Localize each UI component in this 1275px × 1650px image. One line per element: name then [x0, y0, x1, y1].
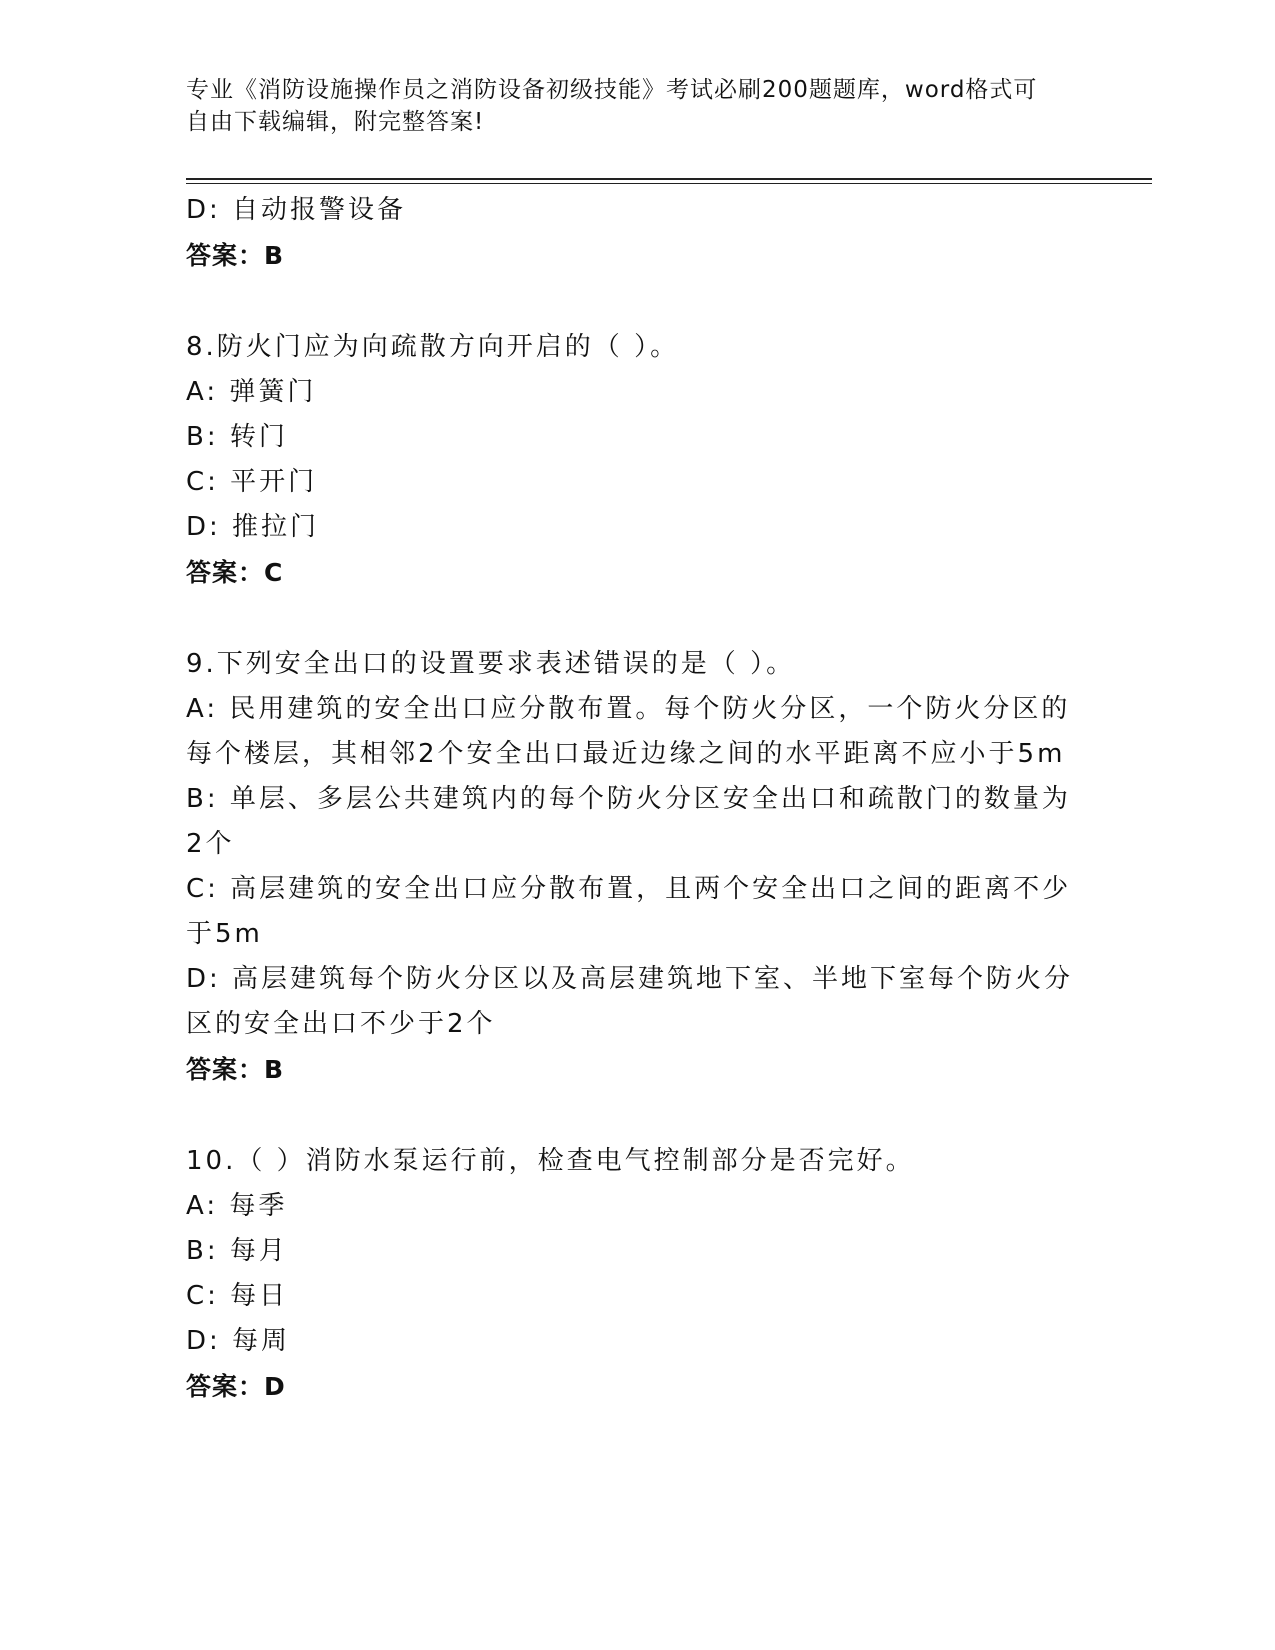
previous-question-tail [186, 188, 1086, 278]
option-b: B: 转门 [186, 422, 288, 452]
option-c: C: 平开门 [186, 467, 318, 497]
answer-text: 答案：B [186, 241, 285, 270]
option-d: D: 推拉门 [186, 512, 320, 542]
header-divider [186, 178, 1152, 184]
question-list [186, 188, 1086, 1409]
question-text: 10.（ ）消防水泵运行前，检查电气控制部分是否完好。 [186, 1146, 915, 1176]
option-b-line-1: B: 单层、多层公共建筑内的每个防火分区安全出口和疏散门的数量为 [186, 784, 1071, 814]
option-d: D: 自动报警设备 [186, 195, 407, 225]
question-text: 9.下列安全出口的设置要求表述错误的是（ ）。 [186, 649, 796, 679]
option-d-line-1: D: 高层建筑每个防火分区以及高层建筑地下室、半地下室每个防火分 [186, 964, 1074, 994]
option-a: A: 每季 [186, 1191, 288, 1221]
option-c: C: 每日 [186, 1281, 289, 1311]
answer-text: 答案：B [186, 1055, 285, 1084]
question-text: 8.防火门应为向疏散方向开启的（ ）。 [186, 332, 680, 362]
option-d: D: 每周 [186, 1326, 291, 1356]
option-b: B: 每月 [186, 1236, 288, 1266]
option-c-line-1: C: 高层建筑的安全出口应分散布置，且两个安全出口之间的距离不少 [186, 874, 1072, 904]
page-header [186, 74, 1066, 138]
option-a-line-1: A: 民用建筑的安全出口应分散布置。每个防火分区，一个防火分区的 [186, 694, 1071, 724]
option-c-line-2: 于5m [186, 919, 263, 949]
question-8 [186, 325, 1086, 595]
answer-text: 答案：C [186, 558, 284, 587]
question-9 [186, 642, 1086, 1092]
header-line-1: 专业《消防设施操作员之消防设备初级技能》考试必刷200题题库，word格式可 [186, 77, 1038, 103]
header-line-2: 自由下载编辑，附完整答案! [186, 109, 485, 135]
option-a-line-2: 每个楼层，其相邻2个安全出口最近边缘之间的水平距离不应小于5m [186, 739, 1066, 769]
option-d-line-2: 区的安全出口不少于2个 [186, 1009, 496, 1039]
option-a: A: 弹簧门 [186, 377, 317, 407]
option-b-line-2: 2个 [186, 829, 235, 859]
answer-text: 答案：D [186, 1372, 286, 1401]
question-10 [186, 1139, 1086, 1409]
